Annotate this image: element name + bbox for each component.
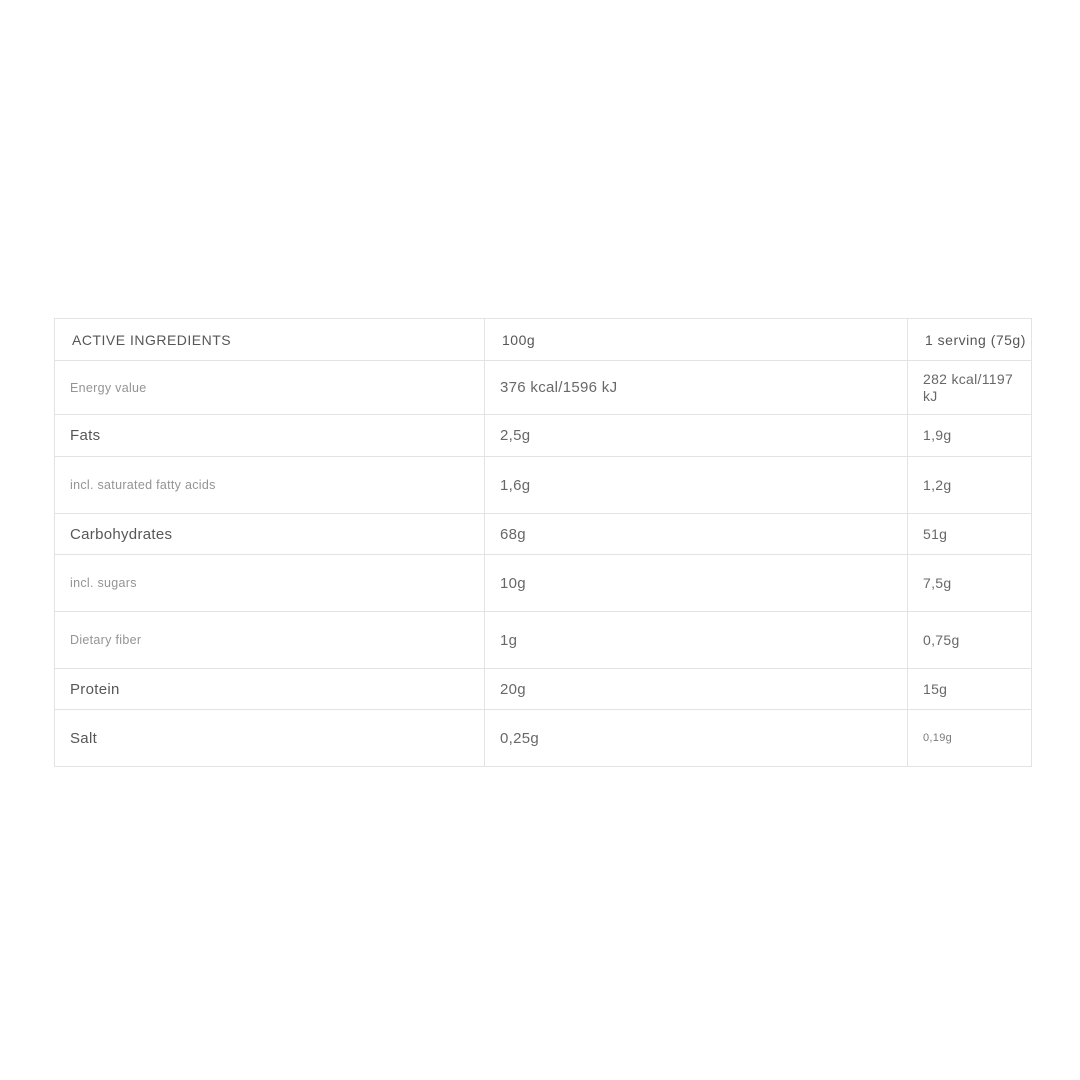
- value-salt-per-100g: 0,25g: [485, 710, 908, 767]
- table-row-dietary-fiber: [55, 612, 1032, 669]
- table-header-row: [55, 319, 1032, 361]
- value-energy-per-100g: 376 kcal/1596 kJ: [485, 361, 908, 415]
- value-protein-per-100g: 20g: [485, 669, 908, 710]
- row-label-sugars: incl. sugars: [55, 555, 485, 612]
- row-label-salt: Salt: [55, 710, 485, 767]
- table-row-protein: [55, 669, 1032, 710]
- table-row-saturated-fatty-acids: [55, 457, 1032, 514]
- table-row-carbohydrates: [55, 514, 1032, 555]
- value-fats-per-serving: 1,9g: [908, 415, 1032, 457]
- column-header-100g: 100g: [485, 319, 908, 361]
- value-energy-per-serving: 282 kcal/1197 kJ: [908, 361, 1032, 415]
- value-fats-per-100g: 2,5g: [485, 415, 908, 457]
- value-saturated-per-serving: 1,2g: [908, 457, 1032, 514]
- row-label-carbohydrates: Carbohydrates: [55, 514, 485, 555]
- nutrition-table-container: [54, 318, 1031, 767]
- nutrition-table: [54, 318, 1032, 767]
- table-row-fats: [55, 415, 1032, 457]
- value-saturated-per-100g: 1,6g: [485, 457, 908, 514]
- table-row-salt: [55, 710, 1032, 767]
- row-label-energy-value: Energy value: [55, 361, 485, 415]
- row-label-protein: Protein: [55, 669, 485, 710]
- column-header-active-ingredients: ACTIVE INGREDIENTS: [55, 319, 485, 361]
- row-label-fats: Fats: [55, 415, 485, 457]
- value-salt-per-serving: 0,19g: [908, 710, 1032, 767]
- column-header-serving: 1 serving (75g): [908, 319, 1032, 361]
- value-sugars-per-100g: 10g: [485, 555, 908, 612]
- value-fiber-per-serving: 0,75g: [908, 612, 1032, 669]
- value-fiber-per-100g: 1g: [485, 612, 908, 669]
- row-label-dietary-fiber: Dietary fiber: [55, 612, 485, 669]
- value-protein-per-serving: 15g: [908, 669, 1032, 710]
- table-row-energy-value: [55, 361, 1032, 415]
- row-label-saturated-fatty-acids: incl. saturated fatty acids: [55, 457, 485, 514]
- table-row-sugars: [55, 555, 1032, 612]
- value-carbohydrates-per-serving: 51g: [908, 514, 1032, 555]
- value-sugars-per-serving: 7,5g: [908, 555, 1032, 612]
- value-carbohydrates-per-100g: 68g: [485, 514, 908, 555]
